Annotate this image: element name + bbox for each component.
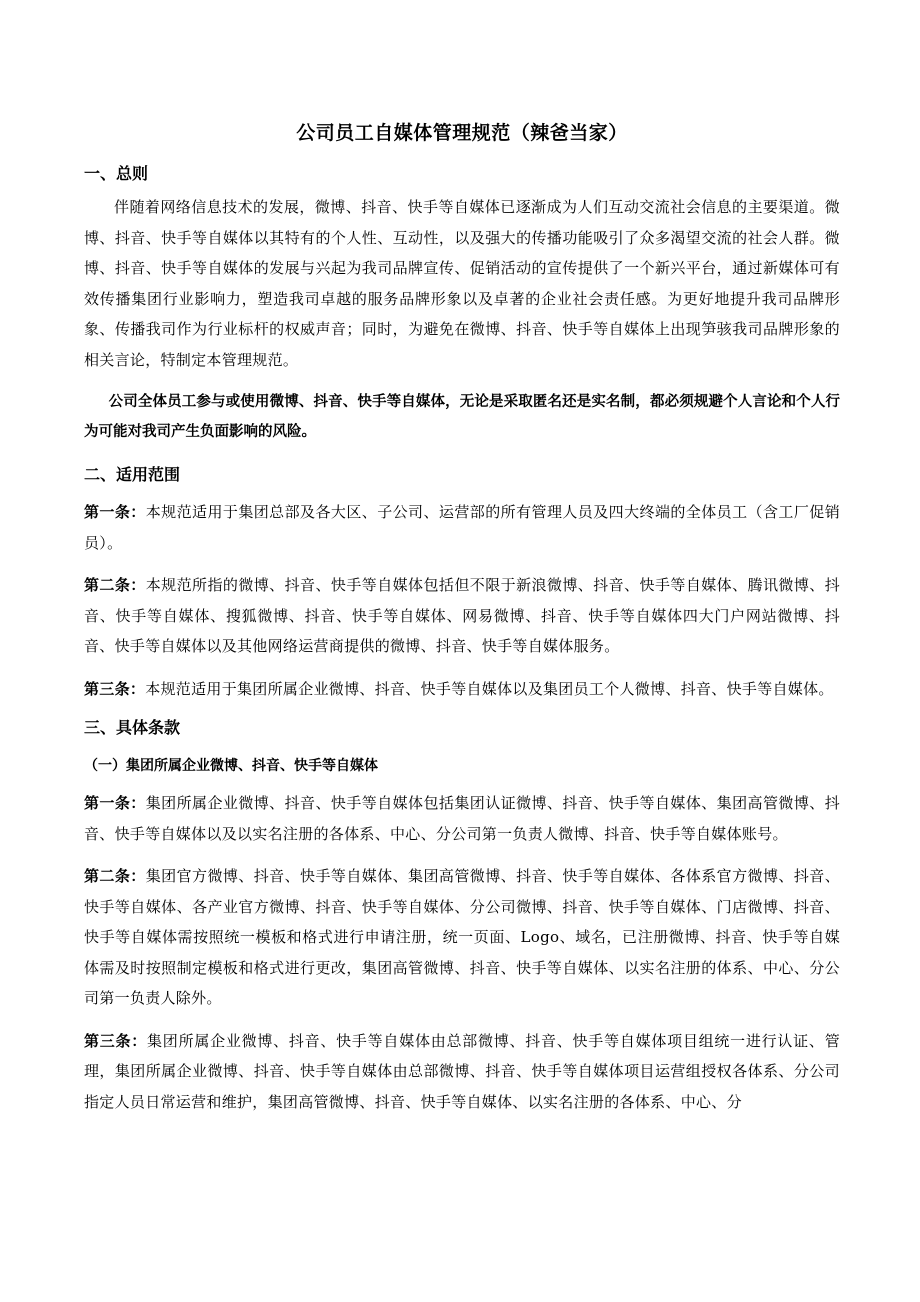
clause-text: 本规范适用于集团所属企业微博、抖音、快手等自媒体以及集团员工个人微博、抖音、快手等自媒体。 [145, 679, 834, 698]
section-heading-terms: 三、具体条款 [84, 718, 181, 737]
clause-label: 第三条： [84, 1031, 148, 1050]
clause-text: 集团所属企业微博、抖音、快手等自媒体由总部微博、抖音、快手等自媒体项目组统一进行认证、管理，集团所属企业微博、抖音、快手等自媒体由总部微博、抖音、快手等自媒体项目运营组授权各体系、分公司指定人员日常运营和维护，集团高管微博、抖音、快手等自媒体、以实名注册的各体系、中心、分 [84, 1031, 840, 1111]
terms-clause-3 [84, 1026, 840, 1118]
clause-label: 第一条： [84, 503, 146, 521]
clause-text: 集团官方微博、抖音、快手等自媒体、集团高管微博、抖音、快手等自媒体、各体系官方微博、抖音、快手等自媒体、各产业官方微博、抖音、快手等自媒体、分公司微博、抖音、快手等自媒体、门店微博、抖音、快手等自媒体需按照统一模板和格式进行申请注册，统一页面、Logo、域名，已注册微博、抖音、快手等自媒体需及时按照制定模板和格式进行更改，集团高管微博、抖音、快手等自媒体、以实名注册的体系、中心、分公司第一负责人除外。 [84, 867, 840, 1007]
terms-clause-1 [84, 788, 840, 849]
clause-label: 第三条： [84, 679, 146, 698]
clause-text: 本规范适用于集团总部及各大区、子公司、运营部的所有管理人员及四大终端的全体员工（含工厂促销员）。 [84, 503, 840, 552]
document-page [84, 118, 840, 1129]
scope-clause-2 [84, 570, 840, 662]
general-emphasis-paragraph: 公司全体员工参与或使用微博、抖音、快手等自媒体，无论是采取匿名还是实名制，都必须规避个人言论和个人行为可能对我司产生负面影响的风险。 [84, 394, 840, 440]
clause-label: 第一条： [84, 794, 146, 812]
clause-label: 第二条： [84, 867, 146, 885]
subsection-heading-enterprise-media: （一）集团所属企业微博、抖音、快手等自媒体 [84, 758, 378, 774]
clause-text: 本规范所指的微博、抖音、快手等自媒体包括但不限于新浪微博、抖音、快手等自媒体、腾讯微博、抖音、快手等自媒体、搜狐微博、抖音、快手等自媒体、网易微博、抖音、快手等自媒体四大门户网站微博、抖音、快手等自媒体以及其他网络运营商提供的微博、抖音、快手等自媒体服务。 [84, 576, 840, 655]
document-title: 公司员工自媒体管理规范（辣爸当家） [296, 122, 628, 144]
scope-clause-1 [84, 497, 840, 558]
clause-label: 第二条： [84, 576, 146, 594]
section-heading-scope: 二、适用范围 [84, 465, 181, 484]
general-paragraph: 伴随着网络信息技术的发展，微博、抖音、快手等自媒体已逐渐成为人们互动交流社会信息的主要渠道。微博、抖音、快手等自媒体以其特有的个人性、互动性，以及强大的传播功能吸引了众多渴望交流的社会人群。微博、抖音、快手等自媒体的发展与兴起为我司品牌宣传、促销活动的宣传提供了一个新兴平台，通过新媒体可有效传播集团行业影响力，塑造我司卓越的服务品牌形象以及卓著的企业社会责任感。为更好地提升我司品牌形象、传播我司作为行业标杆的权威声音；同时，为避免在微博、抖音、快手等自媒体上出现笋骇我司品牌形象的相关言论，特制定本管理规范。 [84, 198, 840, 369]
scope-clause-3 [84, 674, 840, 705]
section-heading-general: 一、总则 [84, 164, 149, 183]
clause-text: 集团所属企业微博、抖音、快手等自媒体包括集团认证微博、抖音、快手等自媒体、集团高管微博、抖音、快手等自媒体以及以实名注册的各体系、中心、分公司第一负责人微博、抖音、快手等自媒体账号。 [84, 794, 840, 843]
terms-clause-2 [84, 861, 840, 1014]
